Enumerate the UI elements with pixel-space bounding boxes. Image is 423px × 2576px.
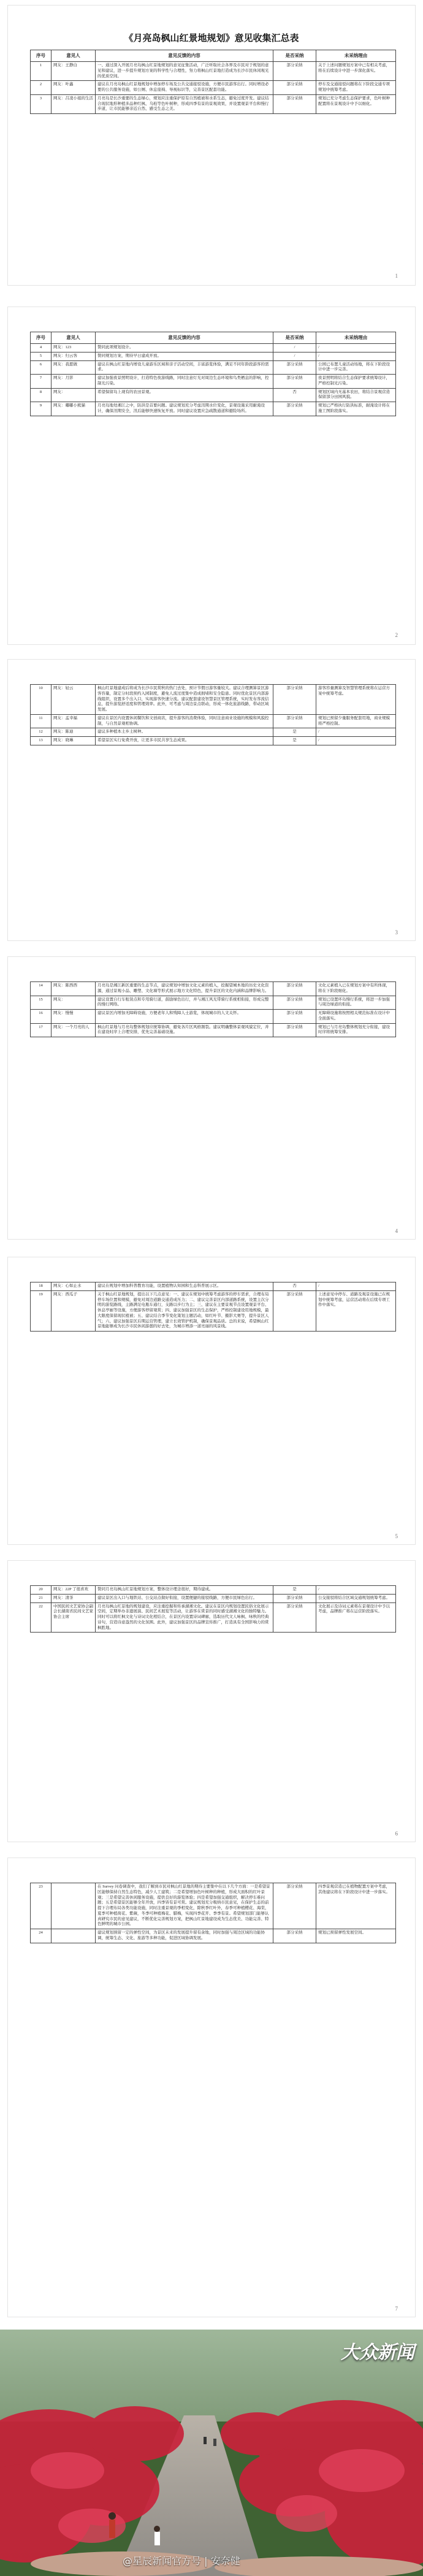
commenter-name: 网友：西瓜子 <box>51 1290 96 1331</box>
commenter-name: 网友：心如止水 <box>51 1282 96 1291</box>
table-row <box>31 360 396 375</box>
page-number: 1 <box>395 273 398 279</box>
row-number: 16 <box>31 1010 51 1024</box>
rejection-reason: 规划已预留少量服务配套用地，商业规模将严格控制。 <box>316 714 396 728</box>
adoption-status: 否 <box>273 388 316 402</box>
row-number: 20 <box>31 1586 51 1595</box>
table-row <box>31 1586 396 1595</box>
document-page <box>7 956 416 1240</box>
rejection-reason: / <box>316 728 396 737</box>
row-number: 14 <box>31 982 51 996</box>
adoption-status: 部分采纳 <box>273 402 316 416</box>
row-number: 7 <box>31 375 51 389</box>
adoption-status: 部分采纳 <box>273 1290 316 1331</box>
row-number: 13 <box>31 737 51 745</box>
commenter-name: 网友：吕凌小姐的生活 <box>51 94 96 113</box>
row-number: 18 <box>31 1282 51 1291</box>
rejection-reason: 停车及交通接驳问题将在下阶段交通专项规划中统筹考虑。 <box>316 81 396 95</box>
row-number: 2 <box>31 81 51 95</box>
adoption-status: 部分采纳 <box>273 982 316 996</box>
table-row <box>31 1883 396 1929</box>
table-row <box>31 1929 396 1943</box>
adoption-status: 部分采纳 <box>273 1010 316 1024</box>
comment-content: 赞同此项规划设计。 <box>96 344 273 352</box>
commenter-name: 网友： <box>51 996 96 1010</box>
table-row <box>31 1023 396 1037</box>
comments-table <box>30 50 396 114</box>
adoption-status: 部分采纳 <box>273 1602 316 1633</box>
table-row <box>31 1290 396 1331</box>
table-row <box>31 1010 396 1024</box>
page-title: 《月亮岛枫山红景地规划》意见收集汇总表 <box>124 34 299 44</box>
commenter-name: 网友：轻云 <box>51 685 96 715</box>
rejection-reason: 规划已预留弹性发展空间。 <box>316 1929 396 1943</box>
adoption-status: 部分采纳 <box>273 81 316 95</box>
maple-scene-image <box>0 2330 423 2576</box>
page-number: 4 <box>395 1228 398 1234</box>
commenter-name: 网友：月影 <box>51 375 96 389</box>
rejection-reason: / <box>316 737 396 745</box>
maple-photo <box>0 2330 423 2576</box>
row-number: 1 <box>31 62 51 81</box>
commenter-name <box>51 1883 96 1929</box>
newspaper-logo: 大众新闻 <box>341 2342 414 2363</box>
header-adopt: 是否采纳 <box>273 50 316 62</box>
header-no: 序号 <box>31 332 51 344</box>
table-header-row <box>31 332 396 344</box>
commenter-name: 网友：22P 了很喜欢 <box>51 1586 96 1595</box>
rejection-reason: / <box>316 352 396 360</box>
comment-content: 枫山红景地与月亮岛整体规划应统筹协调，避免各片区风格割裂。建议明确整体景观风貌定位，并在建设时序上合理安排，优先完善基础设施。 <box>96 1023 273 1037</box>
table-row <box>31 996 396 1010</box>
comment-content: 建议设置自行车租赁点和专用骑行道，鼓励绿色出行，并与湘江风光带骑行系统相衔接，形成完整的慢行网络。 <box>96 996 273 1010</box>
row-number: 6 <box>31 360 51 375</box>
adoption-status: 部分采纳 <box>273 1594 316 1602</box>
row-number: 24 <box>31 1929 51 1943</box>
table-header-row <box>31 50 396 62</box>
table-row <box>31 728 396 737</box>
rejection-reason: 上述意见中停车、道路及观景设施已在规划中统筹考虑，运营活动将在后续专项工作中落实。 <box>316 1290 396 1331</box>
commenter-name: 网友：陈西西 <box>51 982 96 996</box>
commenter-name <box>51 1929 96 1943</box>
watermark-text: @星辰新闻官方号 | 安奈健 <box>123 2555 240 2567</box>
adoption-status: 部分采纳 <box>273 714 316 728</box>
table-row <box>31 402 396 416</box>
commenter-name: 网友：清茶 <box>51 1594 96 1602</box>
document-page <box>7 1560 416 1842</box>
commenter-name: 网友：孟幸福 <box>51 714 96 728</box>
commenter-name: 网友：慢慢 <box>51 1010 96 1024</box>
header-content: 意见反馈的内容 <box>96 332 273 344</box>
comment-content: 建议在景区内设置休闲餐饮和文创商店，提升游客的消费体验，同时注意商业设施的规模和风貌控制，与自然景观相协调。 <box>96 714 273 728</box>
table-row <box>31 685 396 715</box>
document-page <box>7 1858 416 2317</box>
page-number: 3 <box>395 929 398 936</box>
table-row <box>31 1594 396 1602</box>
commenter-name: 网友：归云客 <box>51 352 96 360</box>
rejection-reason: 文化元素植入已在规划方案中有所体现，将在下阶段细化。 <box>316 982 396 996</box>
row-number: 15 <box>31 996 51 1010</box>
comment-content: 月亮岛是湘江新区重要的生态节点，建议规划中增加文化元素的植入，挖掘望城本地的历史文化资源，通过景观小品、雕塑、文化墙等形式展示地方文化特色，提升景区的文化内涵和品牌影响力。 <box>96 982 273 996</box>
comment-content: 月亮岛地处湘江之中，防洪是首要问题。建议规划充分考虑汛期水位变化，景观设施采用耐淹设计，确保汛期安全，汛后能够快速恢复开放。同时建议设置应急疏散通道和避险场所。 <box>96 402 273 416</box>
adoption-status: 部分采纳 <box>273 996 316 1010</box>
comment-content: 建议多种植本土乡土树种。 <box>96 728 273 737</box>
commenter-name: 网友：一个月亮的人 <box>51 1023 96 1037</box>
commenter-name: 网友：陈迪 <box>51 728 96 737</box>
comment-content: 建议加强夜景照明设计，打造特色夜游线路，同时注意灯光对周边生态环境和鸟类栖息的影响，控制光污染。 <box>96 375 273 389</box>
comment-content: 建议在月亮岛枫山红景地规划中增加停车场及公共交通接驳设施，方便市民游客出行。同时增设必要的公共服务设施，如公厕、休息座椅、导视标识等，完善景区配套功能。 <box>96 81 273 95</box>
adoption-status: 部分采纳 <box>273 685 316 715</box>
row-number: 11 <box>31 714 51 728</box>
commenter-name: 网友：我愿做 <box>51 360 96 375</box>
adoption-status: 部分采纳 <box>273 375 316 389</box>
rejection-reason: 规划已与月亮岛整体规划充分衔接，建设时序将统筹安排。 <box>316 1023 396 1037</box>
document-page <box>7 307 416 645</box>
header-content: 意见反馈的内容 <box>96 50 273 62</box>
comment-content: 建议景区内增加无障碍设施，方便老年人和残障人士游览，体现城市的人文关怀。 <box>96 1010 273 1024</box>
row-number: 4 <box>31 344 51 352</box>
comments-table <box>30 684 396 745</box>
page-number: 2 <box>395 632 398 638</box>
comment-content: 一、通过深入开展月亮岛枫山红景地规划的意见征集活动，广泛听取社会各界及市民对于规划的意见和建议，进一步提升规划方案的科学性与合理性，努力将枫山红景地打造成为长沙市民休闲观光的优质空间。 <box>96 62 273 81</box>
commenter-name: 网友：晓琳 <box>51 737 96 745</box>
table-row <box>31 344 396 352</box>
table-row <box>31 982 396 996</box>
comment-content: 月亮岛枫山红景地的规划建设，应注重挖掘和传承湖湘文化。建议在景区内规划设置民俗文化展示空间，定期举办非遗展演、民间艺术展览等活动，让游客在赏景的同时感受湖湘文化的独特魅力。同时可以将红枫文化与诗词文化相结合，在景区内设置诗词碑廊，选取历代文人咏枫、咏秋的经典诗句，营造诗意盎然的文化氛围。此外，建议加强景区的品牌宣传推广，打造具有全国影响力的赏枫胜地。 <box>96 1602 273 1633</box>
row-number: 3 <box>31 94 51 113</box>
comment-content: 关于枫山红景地规划，提出以下几点意见：一、建议在规划中统筹考虑游客的停车需求，合理布局停车场位置和规模，避免对周边道路交通造成压力；二、建议完善景区内部道路系统，设置主次分明的游览路线，主路满足电瓶车通行，支路以步行为主；三、建议在主要景观节点设置观景平台、休息亭廊等设施，方便游客停留观赏；四、建议加强景区的生态保护，严格控制建设用地规模，最大限度保留现状植被；五、建议结合季节变化策划主题活动，如红叶节、摄影大赛等，提升景区人气；六、建议加强景区后期运营管理，建立长效管护机制，确保景观品质。总的来说，希望枫山红景地能够成为长沙市民休闲游憩的好去处，为城市增添一道亮丽的风景线。 <box>96 1290 273 1331</box>
comment-content: 建议规划预留一定的弹性空间，为景区未来的发展提升留有余地，同时加强与周边区域的功能协调，统筹生态、文化、旅游等多种功能，促进区域协调发展。 <box>96 1929 273 1943</box>
header-who: 意见人 <box>51 50 96 62</box>
header-who: 意见人 <box>51 332 96 344</box>
table-row <box>31 375 396 389</box>
row-number: 12 <box>31 728 51 737</box>
table-row <box>31 714 396 728</box>
header-reason: 未采纳理由 <box>316 50 396 62</box>
header-no: 序号 <box>31 50 51 62</box>
table-row <box>31 81 396 95</box>
commenter-name: 中国民间文艺家协会副会长湖南省民间文艺家协会主席 <box>51 1602 96 1633</box>
commenter-name: 网友：王静白 <box>51 62 96 81</box>
row-number: 8 <box>31 388 51 402</box>
comments-table <box>30 332 396 416</box>
commenter-name: 网友：123 <box>51 344 96 352</box>
adoption-status: 部分采纳 <box>273 1929 316 1943</box>
comment-content: 月亮岛是长沙重要的生态绿心，规划应注重保护原有自然植被和水系生态，避免过度开发。建议结合现状地形种植多品种红枫、乌桕等色叶树种，形成四季有景的景观效果，并设置观景平台和慢行步道，让市民能够亲近自然、感受生态之美。 <box>96 94 273 113</box>
row-number: 23 <box>31 1883 51 1929</box>
rejection-reason: 规划已设置环岛慢行系统，将进一步加强与周边绿道的衔接。 <box>316 996 396 1010</box>
rejection-reason: 关于上述问题规划方案中已有相关考虑，将在后续设计中进一步深化落实。 <box>316 62 396 81</box>
adoption-status: 是 <box>273 1586 316 1595</box>
rejection-reason: 四季景观营造已在植物配置方案中考虑，其他建议将在下阶段设计中进一步落实。 <box>316 1883 396 1929</box>
page-number: 7 <box>395 2306 398 2312</box>
rejection-reason: 规划区域内无基本农田，将结合景观营造保留部分田园风貌。 <box>316 388 396 402</box>
header-reason: 未采纳理由 <box>316 332 396 344</box>
rejection-reason: / <box>316 1586 396 1595</box>
rejection-reason: 无障碍设施将按照相关规范标准在设计中全面落实。 <box>316 1010 396 1024</box>
page-number: 5 <box>395 1533 398 1539</box>
adoption-status: 部分采纳 <box>273 94 316 113</box>
adoption-status: 部分采纳 <box>273 62 316 81</box>
adoption-status: 部分采纳 <box>273 1883 316 1929</box>
page-number: 6 <box>395 1831 398 1837</box>
rejection-reason: 游客容量测算及智慧管理系统将在运营方案中统筹考虑。 <box>316 685 396 715</box>
comment-content: 建议在枫山红景地内增设儿童游乐区域和亲子活动空间，丰富游览体验，满足不同年龄段游客的需求。 <box>96 360 273 375</box>
adoption-status: 部分采纳 <box>273 360 316 375</box>
rejection-reason: 公园已布置儿童活动场地，将在下阶段设计中进一步完善。 <box>316 360 396 375</box>
adoption-status: 是 <box>273 728 316 737</box>
table-row <box>31 388 396 402</box>
row-number: 5 <box>31 352 51 360</box>
document-page <box>7 5 416 286</box>
row-number: 10 <box>31 685 51 715</box>
table-row <box>31 62 396 81</box>
row-number: 19 <box>31 1290 51 1331</box>
table-row <box>31 1602 396 1633</box>
comment-content: 赞同规划方案，期待早日建成开放。 <box>96 352 273 360</box>
table-row <box>31 352 396 360</box>
commenter-name: 网友： <box>51 388 96 402</box>
commenter-name: 网友：叶鑫 <box>51 81 96 95</box>
comment-content: 在 Survey 问卷调查中，我们了解到市民对枫山红景地的期待主要集中在以下几个方面：一是希望景区能够保持自然生态特色，减少人工建筑；二是希望增加色叶树种的种植，形成大面积的红叶景观；三是希望完善休闲服务设施，提供良好的游览体验；四是希望加强交通组织，解决停车难问题；五是希望景区能够全年开放，四季皆有景可赏。建议规划充分吸纳市民意见，在保护生态的前提下合理布局各类功能设施，同时注重景观的季相变化，除秋季红叶外，春季可种植樱花、海棠，夏季可种植荷花、紫薇，冬季可种植梅花、腊梅，实现四季花开、季季有景。希望规划部门能够认真研究市民的意见建议，不断优化完善规划方案，把枫山红景地建设成为生态优美、功能完善、特色鲜明的城市公园。 <box>96 1883 273 1929</box>
row-number: 17 <box>31 1023 51 1037</box>
rejection-reason: / <box>316 344 396 352</box>
rejection-reason: 文化展示及诗词元素将在景观设计中予以考虑，品牌推广将在运营阶段落实。 <box>316 1602 396 1633</box>
comment-content: 赞同月亮岛枫山红景地规划方案，整体设计理念很好，期待建成。 <box>96 1586 273 1595</box>
document-page <box>7 1257 416 1545</box>
rejection-reason: 规划已严格执行防洪标准，耐淹设计将在施工图阶段落实。 <box>316 402 396 416</box>
row-number: 22 <box>31 1602 51 1633</box>
row-number: 21 <box>31 1594 51 1602</box>
comments-table <box>30 1282 396 1332</box>
rejection-reason: / <box>316 1282 396 1291</box>
header-adopt: 是否采纳 <box>273 332 316 344</box>
adoption-status: / <box>273 352 316 360</box>
adoption-status: 是 <box>273 737 316 745</box>
comment-content: 建议景区出入口与地铁站、公交站点做好衔接，设置便捷的接驳线路，方便市民绿色出行。 <box>96 1594 273 1602</box>
table-row <box>31 94 396 113</box>
adoption-status: / <box>273 344 316 352</box>
comment-content: 枫山红景地建成后将成为长沙市民赏秋的热门去处，预计节假日游客量较大。建议合理测算景区游客容量，制定分时段预约入园制度，避免人流过度集中造成拥堵和安全隐患。同时优化景区内部游线组织，设置多个出入口，实现游客快速分流。建议配套建设智慧景区管理系统，实时发布客流信息，提升游览舒适度和管理效率。此外，可考虑与周边景点联动，形成一体化旅游线路，带动区域发展。 <box>96 685 273 715</box>
rejection-reason: 夜景照明将结合生态保护要求统筹设计，严格控制光污染。 <box>316 375 396 389</box>
comment-content: 希望景区实行免费开放，让更多市民共享生态成果。 <box>96 737 273 745</box>
rejection-reason: 公交接驳将结合区域交通规划统筹考虑。 <box>316 1594 396 1602</box>
document-page <box>7 659 416 941</box>
comments-table <box>30 981 396 1037</box>
commenter-name: 网友：嘟嘟小熊猫 <box>51 402 96 416</box>
rejection-reason: 规划已充分考虑生态保护要求，色叶树种配置将在景观设计中予以细化。 <box>316 94 396 113</box>
comments-table <box>30 1883 396 1943</box>
table-row <box>31 737 396 745</box>
adoption-status: 部分采纳 <box>273 1023 316 1037</box>
row-number: 9 <box>31 402 51 416</box>
comment-content: 希望保留岛上现有的农田景观。 <box>96 388 273 402</box>
comment-content: 建议在规划中增加科普教育功能，设置植物认知园和生态科普展示区。 <box>96 1282 273 1291</box>
table-row <box>31 1282 396 1291</box>
adoption-status: 否 <box>273 1282 316 1291</box>
comments-table <box>30 1585 396 1633</box>
